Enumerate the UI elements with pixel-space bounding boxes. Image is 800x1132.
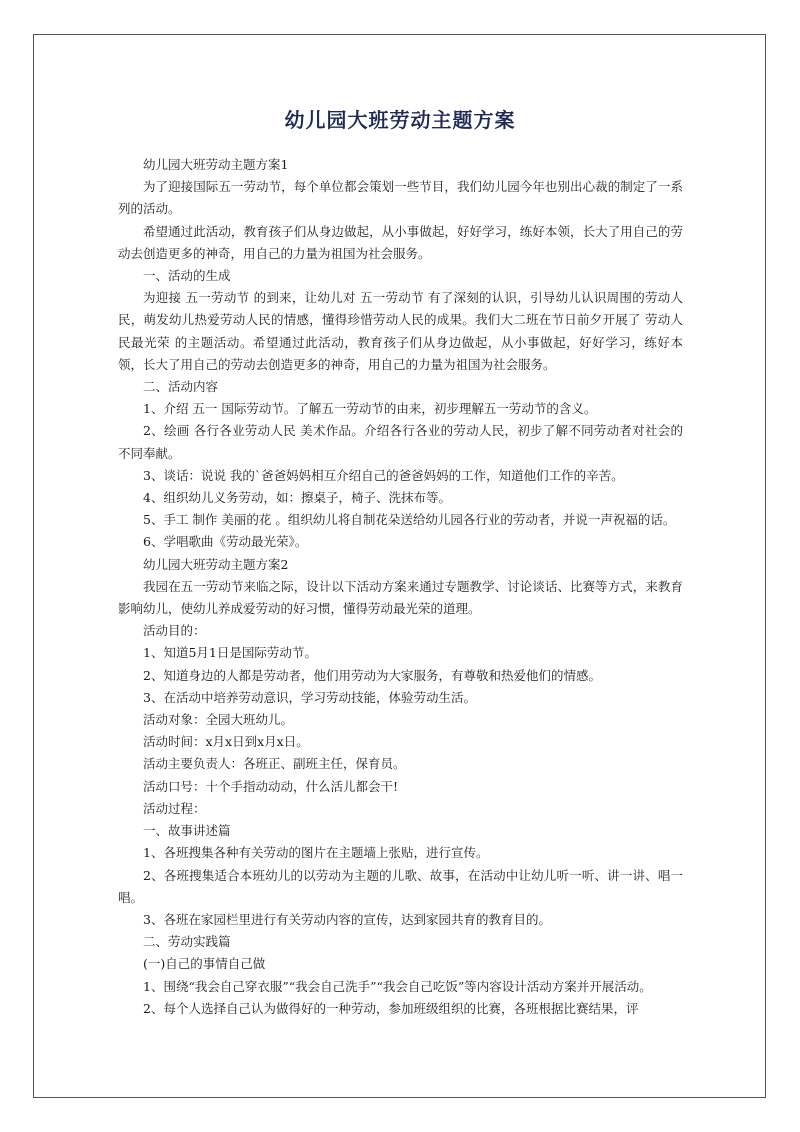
paragraph: 幼儿园大班劳动主题方案2 bbox=[143, 556, 289, 572]
paragraph: 一、故事讲述篇 bbox=[143, 823, 231, 839]
paragraph: 二、劳动实践篇 bbox=[143, 934, 231, 950]
paragraph: 6、学唱歌曲《劳动最光荣》。 bbox=[143, 534, 308, 550]
document-body bbox=[118, 154, 683, 1020]
paragraph: 二、活动内容 bbox=[143, 379, 219, 395]
paragraph: 幼儿园大班劳动主题方案1 bbox=[143, 157, 289, 172]
paragraph: 5、手工 制作 美丽的花 。组织幼儿将自制花朵送给幼儿园各行业的劳动者，并说一声祝福的话。 bbox=[143, 512, 676, 528]
paragraph: 活动对象：全园大班幼儿。 bbox=[143, 712, 294, 728]
paragraph: 3、谈话：说说 我的`爸爸妈妈相互介绍自己的爸爸妈妈的工作，知道他们工作的辛苦。 bbox=[143, 467, 624, 483]
paragraph: 活动口号：十个手指动动动，什么活儿都会干! bbox=[143, 778, 399, 794]
paragraph: 2、各班搜集适合本班幼儿的以劳动为主题的儿歌、故事，在活动中让幼儿听一听、讲一讲、唱一唱。 bbox=[118, 867, 683, 905]
paragraph: 希望通过此活动，教育孩子们从身边做起，从小事做起，好好学习，练好本领，长大了用自己的劳动去创造更多的神奇，用自己的力量为祖国为社会服务。 bbox=[118, 223, 683, 261]
paragraph: 1、介绍 五一 国际劳动节。了解五一劳动节的由来，初步理解五一劳动节的含义。 bbox=[143, 401, 597, 417]
paragraph: 1、各班搜集各种有关劳动的图片在主题墙上张贴，进行宣传。 bbox=[143, 845, 489, 861]
paragraph: 2、知道身边的人都是劳动者，他们用劳动为大家服务，有尊敬和热爱他们的情感。 bbox=[143, 667, 601, 683]
document-title: 幼儿园大班劳动主题方案 bbox=[284, 108, 516, 132]
paragraph: 一、活动的生成 bbox=[143, 268, 231, 284]
paragraph: 活动时间：x月x日到x月x日。 bbox=[143, 734, 309, 750]
paragraph: 4、组织幼儿义务劳动，如：擦桌子，椅子、洗抹布等。 bbox=[143, 490, 451, 506]
paragraph: 3、各班在家园栏里进行有关劳动内容的宣传，达到家园共育的教育目的。 bbox=[143, 911, 551, 927]
paragraph: 1、围绕“我会自己穿衣服”“我会自己洗手”“我会自己吃饭”等内容设计活动方案并开展活动。 bbox=[143, 978, 652, 994]
paragraph: 3、在活动中培养劳动意识，学习劳动技能，体验劳动生活。 bbox=[143, 689, 476, 705]
paragraph: 1、知道5月1日是国际劳动节。 bbox=[143, 645, 317, 661]
paragraph: 2、每个人选择自己认为做得好的一种劳动，参加班级组织的比赛，各班根据比赛结果，评 bbox=[143, 1000, 639, 1016]
paragraph: 我园在五一劳动节来临之际，设计以下活动方案来通过专题教学、讨论谈话、比赛等方式，来教育影响幼儿，使幼儿养成爱劳动的好习惯，懂得劳动最光荣的道理。 bbox=[118, 578, 683, 617]
paragraph: 活动目的： bbox=[143, 623, 206, 639]
paragraph: 2、绘画 各行各业劳动人民 美术作品。介绍各行各业的劳动人民，初步了解不同劳动者对社会的不同奉献。 bbox=[118, 423, 683, 461]
paragraph: 为了迎接国际五一劳动节，每个单位都会策划一些节目，我们幼儿园今年也别出心裁的制定了一系列的活动。 bbox=[118, 179, 683, 217]
paragraph: (一)自己的事情自己做 bbox=[143, 956, 266, 972]
paragraph: 活动主要负责人：各班正、副班主任，保育员。 bbox=[143, 756, 406, 772]
paragraph: 活动过程： bbox=[143, 800, 206, 816]
paragraph: 为迎接 五一劳动节 的到来，让幼儿对 五一劳动节 有了深刻的认识，引导幼儿认识周围的劳动人民，萌发幼儿热爱劳动人民的情感，懂得珍惜劳动人民的成果。我们大二班在节日前夕开展了 劳动人民最光荣 的主题活动。希望通过此活动，教育孩子们从身边做起，从小事做起，好好学习，练好本领，长大了用自己的劳动去创造更多的神奇，用自己的力量为祖国为社会服务。 bbox=[118, 290, 683, 372]
